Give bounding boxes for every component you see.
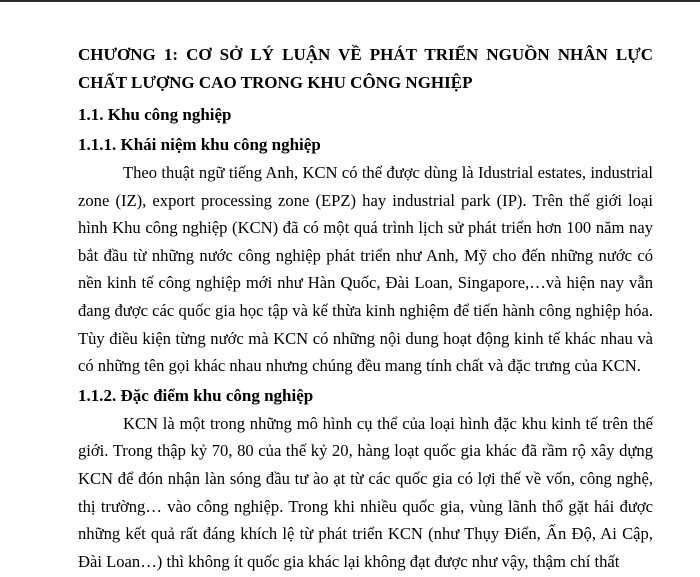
section-heading-1-1: 1.1. Khu công nghiệp <box>78 105 232 124</box>
section-heading-1-1-2: 1.1.2. Đặc điểm khu công nghiệp <box>78 385 314 405</box>
page-top-border <box>0 0 700 2</box>
chapter-title: CHƯƠNG 1: CƠ SỞ LÝ LUẬN VỀ PHÁT TRIỂN NGUỒN NHÂN LỰC CHẤT LƯỢNG CAO TRONG KHU CÔNG NGHIỆP <box>78 45 653 92</box>
paragraph-characteristics: KCN là một trong những mô hình cụ thể của loại hình đặc khu kinh tế trên thế giới. Trong thập kỷ 70, 80 của thế kỷ 20, hàng loạt quốc gia khác đã rầm rộ xây dựng KCN để đón nhận làn sóng đầu tư ào ạt từ các quốc gia có lợi thế về vốn, công nghệ, thị trường… vào công nghiệp. Trong khi nhiều quốc gia, vùng lãnh thổ gặt hái được những kết quả rất đáng khích lệ từ phát triển KCN (như Thụy Điển, Ấn Độ, Ai Cập, Đài Loan…) thì không ít quốc gia khác lại không đạt được như vậy, thậm chí thất <box>78 413 653 571</box>
document-body <box>78 41 653 575</box>
paragraph-definition: Theo thuật ngữ tiếng Anh, KCN có thể được dùng là Idustrial estates, industrial zone (IZ), export processing zone (EPZ) hay industrial park (IP). Trên thế giới loại hình Khu công nghiệp (KCN) đã có một quá trình lịch sử phát triển hơn 100 năm nay bắt đầu từ những nước công nghiệp phát triển như Anh, Mỹ cho đến những nước có nền kinh tế công nghiệp mới như Hàn Quốc, Đài Loan, Singapore,…và hiện nay vẫn đang được các quốc gia học tập và kế thừa kinh nghiệm để tiến hành công nghiệp hóa. Tùy điều kiện từng nước mà KCN có những nội dung hoạt động kinh tế khác nhau và có những tên gọi khác nhau nhưng chúng đều mang tính chất và đặc trưng của KCN. <box>78 163 653 376</box>
section-heading-1-1-1: 1.1.1. Khái niệm khu công nghiệp <box>78 135 321 154</box>
